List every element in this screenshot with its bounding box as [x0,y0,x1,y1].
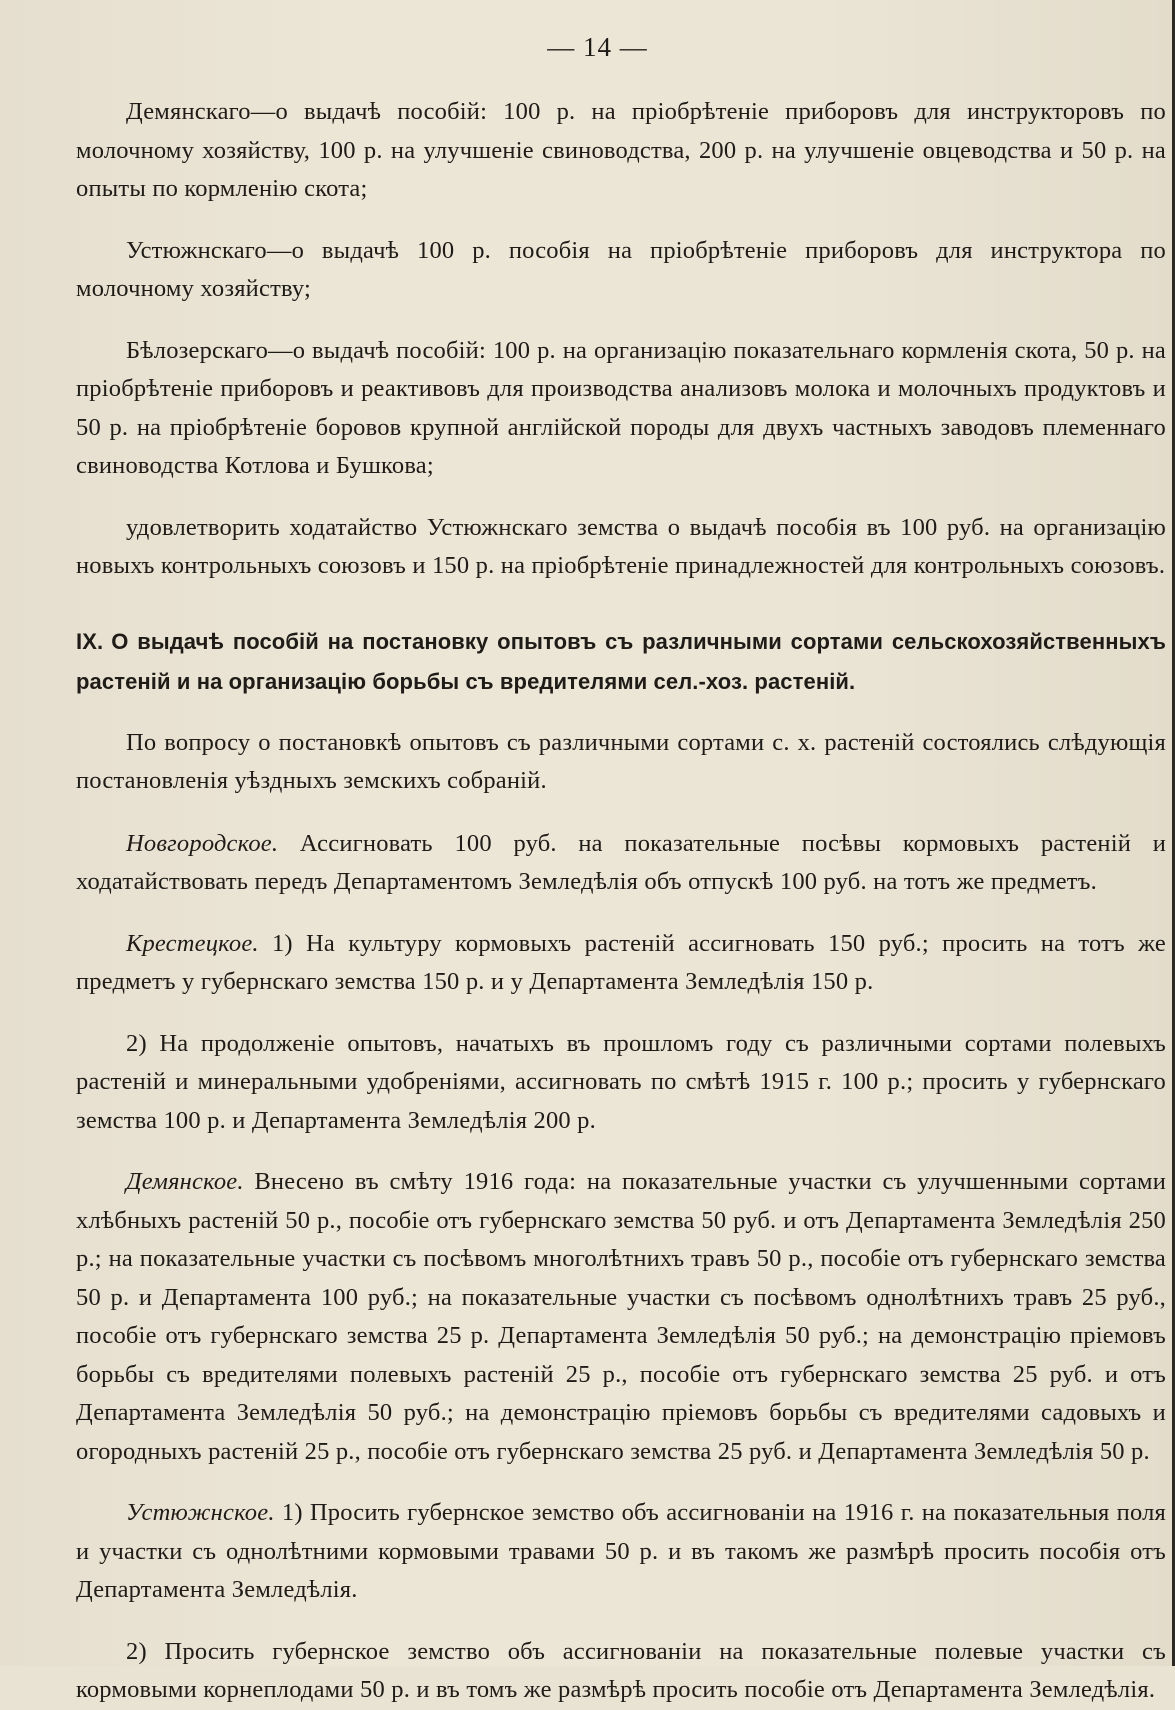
entry-place: Демянское. [126,1168,244,1195]
paragraph-belozersk: Бѣлозерскаго—о выдачѣ пособій: 100 р. на организацію показательнаго кормленія скота, 50 р. на пріобрѣтеніе приборовъ и реактивовъ для производства анализовъ молока и молочныхъ продуктовъ и 50 р. на пріобрѣтеніе боровов крупной англійской породы для двухъ частныхъ заводовъ племеннаго свиноводства Котлова и Бушкова; [76,336,1166,479]
entry-text: Ассигновать 100 руб. на показательные посѣвы кормовыхъ растеній и ходатайствовать передъ Департаментомъ Земледѣлія объ отпускѣ 100 руб. на тотъ же предметъ. [76,829,1167,895]
entry-place: Устюжнское. [126,1499,275,1526]
entry-ustyuzhna-1 [76,1494,1166,1610]
paragraph-demyansk: Демянскаго—о выдачѣ пособій: 100 р. на пріобрѣтеніе приборовъ для инструкторовъ по молочному хозяйству, 100 р. на улучшеніе свиноводства, 200 р. на улучшеніе овцеводства и 50 р. на опыты по кормленію скота; [76,98,1166,202]
entry-text: 2) На продолженіе опытовъ, начатыхъ въ прошломъ году съ различными сортами полевыхъ растеній и минеральными удобреніями, ассигновать по смѣтѣ 1915 г. 100 р.; просить у губернскаго земства 100 р. и Департамента Земледѣлія 200 р. [76,1029,1166,1134]
entry-place: Крестецкое. [126,929,259,957]
page-number: — 14 — [547,32,648,62]
entry-ustyuzhna-2 [76,1633,1166,1710]
entry-krestsy-1 [76,925,1166,1002]
section-heading [76,622,1166,702]
page-content [76,93,1166,1710]
paragraph-petition: удовлетворить ходатайство Устюжнскаго земства о выдачѣ пособія въ 100 руб. на организацію новыхъ контрольныхъ союзовъ и 150 р. на пріобрѣтеніе принадлежностей для контрольныхъ союзовъ. [76,513,1166,579]
section-intro: По вопросу о постановкѣ опытовъ съ различными сортами с. х. растеній состоялись слѣдующія постановленія уѣздныхъ земскихъ собраній. [76,728,1166,794]
section-number: IX. [76,628,104,654]
entry-text: 2) Просить губернское земство объ ассигнованіи на показательные полевые участки съ кормовыми корнеплодами 50 р. и въ томъ же размѣрѣ просить пособіе отъ Департамента Земледѣлія. [76,1637,1166,1703]
entry-text: Внесено въ смѣту 1916 года: на показательные участки съ улучшенными сортами хлѣбныхъ растеній 50 р., пособіе отъ губернскаго земства 50 руб. и отъ Департамента Земледѣлія 250 р.; на показательные участки съ посѣвомъ многолѣтнихъ травъ 50 р., пособіе отъ губернскаго земства 50 р. и Департамента 100 руб.; на показательные участки съ посѣвомъ однолѣтнихъ травъ 25 руб., пособіе отъ губернскаго земства 25 р. Департамента Земледѣлія 50 руб.; на демонстрацію пріемовъ борьбы съ вредителями полевыхъ растеній 25 р., пособіе отъ губернскаго земства 25 руб. и отъ Департамента Земледѣлія 50 руб.; на демонстрацію пріемовъ борьбы съ вредителями садовыхъ и огородныхъ растеній 25 р., пособіе отъ губернскаго земства 25 руб. и Департамента Земледѣлія 50 р. [76,1168,1167,1465]
entry-demyansk [76,1163,1166,1471]
entry-krestsy-2 [76,1025,1166,1141]
entry-text: 1) Просить губернское земство объ ассигнованіи на 1916 г. на показательныя поля и участки съ однолѣтними кормовыми травами 50 р. и въ такомъ же размѣрѣ просить пособія отъ Департамента Земледѣлія. [76,1499,1166,1603]
paragraph-ustyuzhna: Устюжнскаго—о выдачѣ 100 р. пособія на пріобрѣтеніе приборовъ для инструктора по молочному хозяйству; [76,236,1166,302]
entry-place: Новгородское. [126,829,279,857]
section-title: О выдачѣ пособій на постановку опытовъ съ различными сортами сельскохозяйственныхъ растеній и на организацію борьбы съ вредителями сел.-хоз. растеній. [76,628,1166,694]
entry-novgorod [76,825,1166,902]
entry-text: 1) На культуру кормовыхъ растеній ассигновать 150 руб.; просить на тотъ же предметъ у губернскаго земства 150 р. и у Департамента Земледѣлія 150 р. [76,929,1166,995]
